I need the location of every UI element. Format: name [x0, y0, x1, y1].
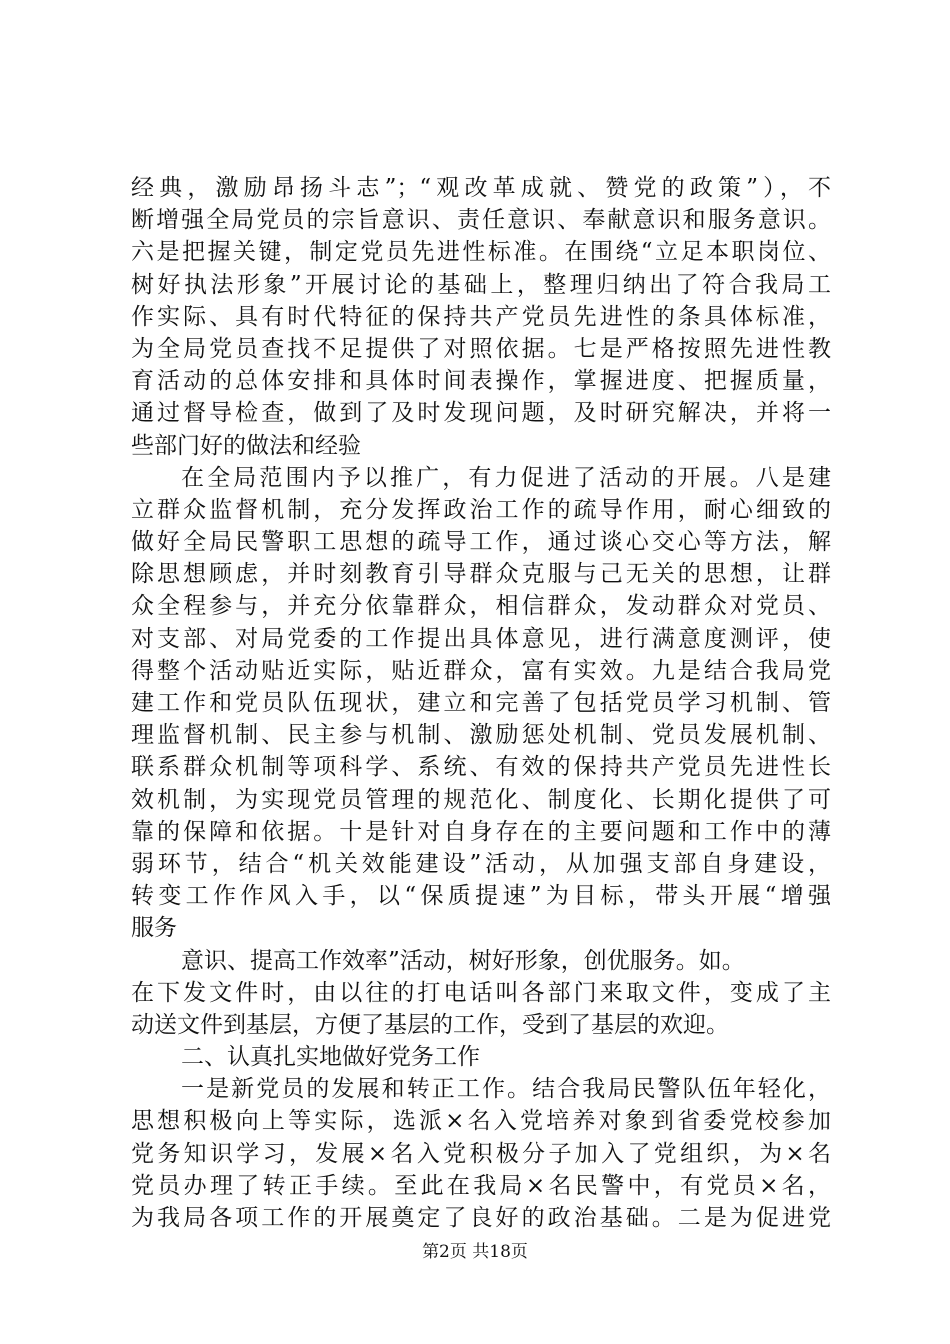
text-line: 建工作和党员队伍现状，建立和完善了包括党员学习机制、管 — [131, 690, 831, 716]
text-line: 育活动的总体安排和具体时间表操作，掌握进度、把握质量， — [131, 368, 831, 395]
text-line: 转变工作作风入手，以“保质提速”为目标，带头开展“增强 — [131, 883, 831, 910]
text-line: 做好全局民警职工思想的疏导工作，通过谈心交心等方法，解 — [131, 529, 831, 556]
text-line: 通过督导检查，做到了及时发现问题，及时研究解决，并将一 — [131, 400, 831, 427]
text-line: 靠的保障和依据。十是针对自身存在的主要问题和工作中的薄 — [131, 818, 831, 845]
text-line: 意识、提高工作效率”活动，树好形象，创优服务。如。 — [181, 947, 745, 974]
text-line: 党务知识学习，发展×名入党积极分子加入了党组织，为×名 — [131, 1140, 831, 1167]
text-line: 理监督机制、民主参与机制、激励惩处机制、党员发展机制、 — [131, 722, 831, 749]
text-line: 为全局党员查找不足提供了对照依据。七是严格按照先进性教 — [131, 335, 831, 362]
text-line: 众全程参与，并充分依靠群众，相信群众，发动群众对党员、 — [131, 593, 831, 620]
page-footer: 第2页 共18页 — [422, 1242, 528, 1262]
text-line: 树好执法形象”开展讨论的基础上，整理归纳出了符合我局工 — [131, 271, 831, 298]
text-line: 联系群众机制等项科学、系统、有效的保持共产党员先进性长 — [131, 754, 831, 781]
text-line: 经典，激励昂扬斗志”；“观改革成就、赞党的政策”），不 — [131, 175, 831, 201]
text-line: 得整个活动贴近实际，贴近群众，富有实效。九是结合我局党 — [131, 657, 831, 684]
text-line: 对支部、对局党委的工作提出具体意见，进行满意度测评，使 — [131, 625, 831, 652]
text-line: 在下发文件时，由以往的打电话叫各部门来取文件，变成了主 — [131, 979, 831, 1006]
text-line: 一是新党员的发展和转正工作。结合我局民警队伍年轻化， — [181, 1076, 831, 1103]
text-line: 断增强全局党员的宗旨意识、责任意识、奉献意识和服务意识。 — [131, 207, 831, 234]
text-line: 为我局各项工作的开展奠定了良好的政治基础。二是为促进党 — [131, 1205, 831, 1231]
document-body — [131, 172, 831, 1234]
text-line: 思想积极向上等实际，选派×名入党培养对象到省委党校参加 — [131, 1108, 831, 1135]
text-line: 效机制，为实现党员管理的规范化、制度化、长期化提供了可 — [131, 786, 831, 813]
text-line: 立群众监督机制，充分发挥政治工作的疏导作用，耐心细致的 — [131, 496, 831, 523]
text-line: 服务 — [131, 915, 177, 942]
text-line: 除思想顾虑，并时刻教育引导群众克服与己无关的思想，让群 — [131, 561, 831, 588]
text-line: 动送文件到基层，方便了基层的工作，受到了基层的欢迎。 — [131, 1011, 729, 1038]
text-line: 弱环节，结合“机关效能建设”活动，从加强支部自身建设， — [131, 850, 831, 877]
text-line: 在全局范围内予以推广，有力促进了活动的开展。八是建 — [181, 464, 831, 491]
text-line: 六是把握关键，制定党员先进性标准。在围绕“立足本职岗位、 — [131, 239, 831, 266]
text-line: 作实际、具有时代特征的保持共产党员先进性的条具体标准， — [131, 303, 831, 330]
text-line: 党员办理了转正手续。至此在我局×名民警中，有党员×名， — [131, 1172, 831, 1199]
text-line: 二、认真扎实地做好党务工作 — [181, 1044, 480, 1071]
text-line: 些部门好的做法和经验 — [131, 432, 361, 459]
